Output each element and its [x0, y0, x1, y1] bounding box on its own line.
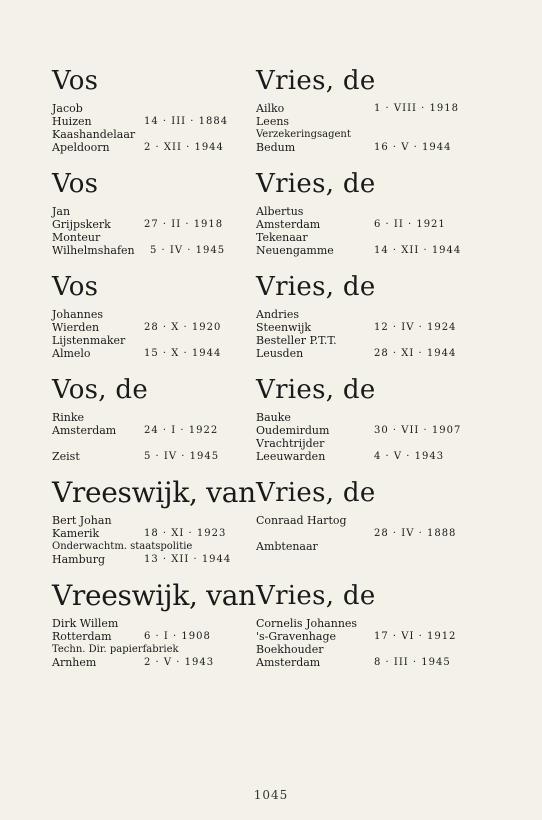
- entry-surname: Vreeswijk, van: [52, 476, 256, 509]
- entry-given-names: Rinke: [52, 411, 85, 424]
- entry-surname: Vos: [52, 169, 99, 199]
- entry-death: Zeist 5 · IV · 1945: [52, 450, 220, 463]
- page-number: 1045: [253, 788, 289, 802]
- entry-death: Leeuwarden 4 · V · 1943: [256, 450, 445, 463]
- entry-surname: Vos: [52, 272, 99, 302]
- entry-occupation: Ambtenaar: [256, 540, 318, 553]
- entry-given-names: Cornelis Johannes: [256, 617, 358, 630]
- entry-given-names: Johannes: [52, 308, 103, 321]
- entry-surname: Vries, de: [256, 478, 376, 508]
- entry-occupation: Lijstenmaker: [52, 334, 126, 347]
- entry-birth: Huizen 14 · III · 1884: [52, 115, 229, 128]
- entry-occupation: Verzekeringsagent: [256, 129, 351, 140]
- entry-given-names: Jan: [52, 205, 71, 218]
- entry-occupation: Boekhouder: [256, 643, 324, 656]
- right-column: [256, 66, 462, 684]
- entry-death: Arnhem 2 · V · 1943: [52, 656, 215, 669]
- entry-given-names: Conraad Hartog: [256, 514, 347, 527]
- register-entry: [256, 478, 456, 581]
- entry-birth: Leens: [256, 115, 290, 128]
- entry-occupation: Tekenaar: [256, 231, 308, 244]
- entry-death: Bedum 16 · V · 1944: [256, 141, 452, 154]
- entry-birth: Oudemirdum 30 · VII · 1907: [256, 424, 462, 437]
- entry-death: [256, 553, 456, 566]
- entry-given-names: Andries: [256, 308, 300, 321]
- entry-death: Wilhelmshafen 5 · IV · 1945: [52, 244, 226, 257]
- entry-death: Apeldoorn 2 · XII · 1944: [52, 141, 224, 154]
- register-entry: [52, 272, 252, 375]
- entry-surname: Vries, de: [256, 272, 376, 302]
- entry-birth: Grijpskerk 27 · II · 1918: [52, 218, 224, 231]
- entry-given-names: Ailko 1 · VIII · 1918: [256, 102, 459, 115]
- register-entry: [256, 581, 456, 684]
- entry-occupation: Kaashandelaar: [52, 128, 136, 141]
- entry-occupation: Monteur: [52, 231, 101, 244]
- entry-surname: Vos, de: [52, 375, 149, 405]
- entry-death: Amsterdam 8 · III · 1945: [256, 656, 451, 669]
- entry-birth: Kamerik 18 · XI · 1923: [52, 527, 227, 540]
- register-entry: [256, 272, 456, 375]
- entry-occupation: Onderwachtm. staatspolitie: [52, 541, 193, 552]
- entry-surname: Vreeswijk, van: [52, 579, 256, 612]
- entry-occupation: Vrachtrijder: [256, 437, 325, 450]
- entry-death: Leusden 28 · XI · 1944: [256, 347, 457, 360]
- entry-surname: Vries, de: [256, 581, 376, 611]
- entry-surname: Vries, de: [256, 169, 376, 199]
- entry-birth: Steenwijk 12 · IV · 1924: [256, 321, 457, 334]
- entry-birth: 's-Gravenhage 17 · VI · 1912: [256, 630, 457, 643]
- entry-surname: Vries, de: [256, 66, 376, 96]
- entry-given-names: Bert Johan: [52, 514, 112, 527]
- register-entry: [256, 66, 459, 169]
- register-entry: [52, 66, 252, 169]
- entry-surname: Vos: [52, 66, 99, 96]
- entry-birth: Rotterdam 6 · I · 1908: [52, 630, 211, 643]
- register-entry: [256, 169, 462, 272]
- entry-birth: Amsterdam 6 · II · 1921: [256, 218, 446, 231]
- entry-given-names: Albertus: [256, 205, 304, 218]
- entry-occupation: [52, 437, 252, 450]
- entry-death: Hamburg 13 · XII · 1944: [52, 553, 232, 566]
- register-entry: [52, 375, 252, 478]
- entry-occupation: Techn. Dir. papierfabriek: [52, 644, 179, 655]
- register-entry: [52, 579, 256, 684]
- entry-surname: Vries, de: [256, 375, 376, 405]
- entry-birth: Wierden 28 · X · 1920: [52, 321, 222, 334]
- register-entry: [256, 375, 462, 478]
- entry-given-names: Jacob: [52, 102, 83, 115]
- register-entry: [52, 169, 252, 272]
- entry-given-names: Dirk Willem: [52, 617, 119, 630]
- left-column: [52, 66, 256, 684]
- entry-death: Neuengamme 14 · XII · 1944: [256, 244, 462, 257]
- entry-birth: 28 · IV · 1888: [374, 528, 457, 539]
- entry-given-names: Bauke: [256, 411, 291, 424]
- register-entry: [52, 476, 256, 581]
- entry-death: Almelo 15 · X · 1944: [52, 347, 222, 360]
- entry-birth: Amsterdam 24 · I · 1922: [52, 424, 219, 437]
- entry-occupation: Besteller P.T.T.: [256, 334, 337, 347]
